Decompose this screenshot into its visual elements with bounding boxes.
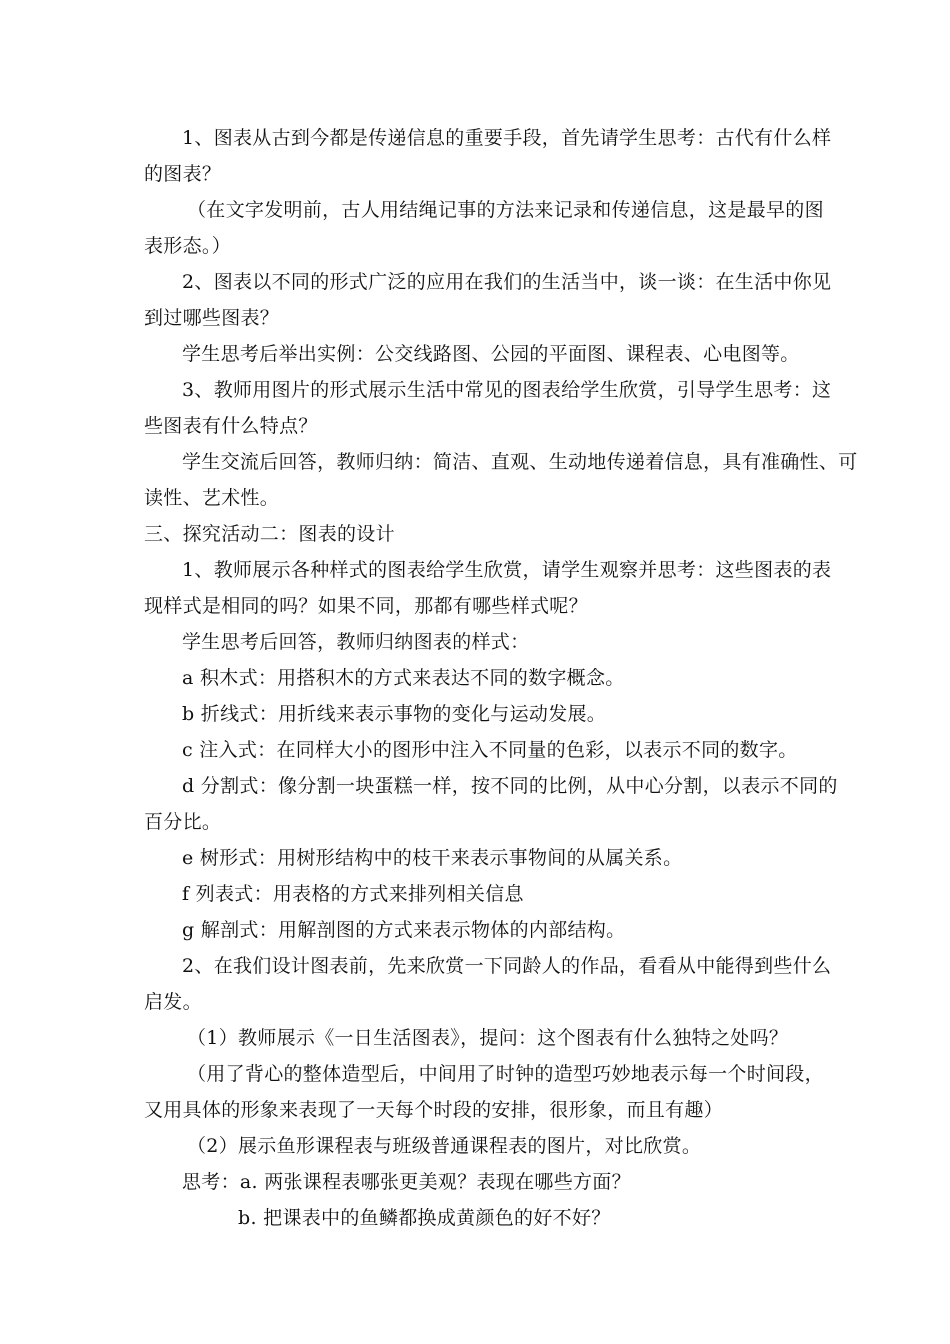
paragraph-line: （在文字发明前，古人用结绳记事的方法来记录和传递信息，这是最早的图 [187, 199, 824, 221]
paragraph-line: 1、图表从古到今都是传递信息的重要手段，首先请学生思考：古代有什么样 [182, 127, 832, 149]
paragraph-line: 1、教师展示各种样式的图表给学生欣赏，请学生观察并思考：这些图表的表 [182, 559, 832, 581]
paragraph-line: 学生交流后回答，教师归纳：简洁、直观、生动地传递着信息，具有准确性、可 [182, 451, 858, 473]
paragraph-line: 表形态。） [144, 235, 232, 257]
list-item: f 列表式：用表格的方式来排列相关信息 [182, 883, 524, 905]
paragraph-line: （1）教师展示《一日生活图表》，提问：这个图表有什么独特之处吗？ [187, 1027, 789, 1049]
paragraph-line: 2、图表以不同的形式广泛的应用在我们的生活当中，谈一谈：在生活中你见 [182, 271, 832, 293]
paragraph-line: 百分比。 [144, 811, 222, 833]
paragraph-line: b. 把课表中的鱼鳞都换成黄颜色的好不好？ [238, 1207, 611, 1229]
paragraph-line: 思考：a. 两张课程表哪张更美观？表现在哪些方面？ [182, 1171, 631, 1193]
paragraph-line: 又用具体的形象来表现了一天每个时段的安排，很形象，而且有趣） [144, 1099, 724, 1121]
paragraph-line: 学生思考后举出实例：公交线路图、公园的平面图、课程表、心电图等。 [182, 343, 800, 365]
paragraph-line: 启发。 [144, 991, 202, 1013]
paragraph-line: 到过哪些图表？ [144, 307, 280, 329]
list-item: c 注入式：在同样大小的图形中注入不同量的色彩，以表示不同的数字。 [182, 739, 798, 761]
list-item: b 折线式：用折线来表示事物的变化与运动发展。 [182, 703, 607, 725]
paragraph-line: （2）展示鱼形课程表与班级普通课程表的图片，对比欣赏。 [187, 1135, 702, 1157]
paragraph-line: 读性、艺术性。 [144, 487, 280, 509]
list-item: d 分割式：像分割一块蛋糕一样，按不同的比例，从中心分割，以表示不同的 [182, 775, 838, 797]
paragraph-line: （用了背心的整体造型后，中间用了时钟的造型巧妙地表示每一个时间段， [187, 1063, 824, 1085]
paragraph-line: 2、在我们设计图表前，先来欣赏一下同龄人的作品，看看从中能得到些什么 [182, 955, 832, 977]
paragraph-line: 现样式是相同的吗？如果不同，那都有哪些样式呢？ [144, 595, 588, 617]
paragraph-line: 的图表？ [144, 163, 222, 185]
paragraph-line: 3、教师用图片的形式展示生活中常见的图表给学生欣赏，引导学生思考：这 [182, 379, 832, 401]
list-item: g 解剖式：用解剖图的方式来表示物体的内部结构。 [182, 919, 626, 941]
paragraph-line: 学生思考后回答，教师归纳图表的样式： [182, 631, 530, 653]
paragraph-line: 些图表有什么特点？ [144, 415, 318, 437]
section-heading: 三、探究活动二：图表的设计 [144, 523, 395, 545]
list-item: e 树形式：用树形结构中的枝干来表示事物间的从属关系。 [182, 847, 683, 869]
list-item: a 积木式：用搭积木的方式来表达不同的数字概念。 [182, 667, 625, 689]
